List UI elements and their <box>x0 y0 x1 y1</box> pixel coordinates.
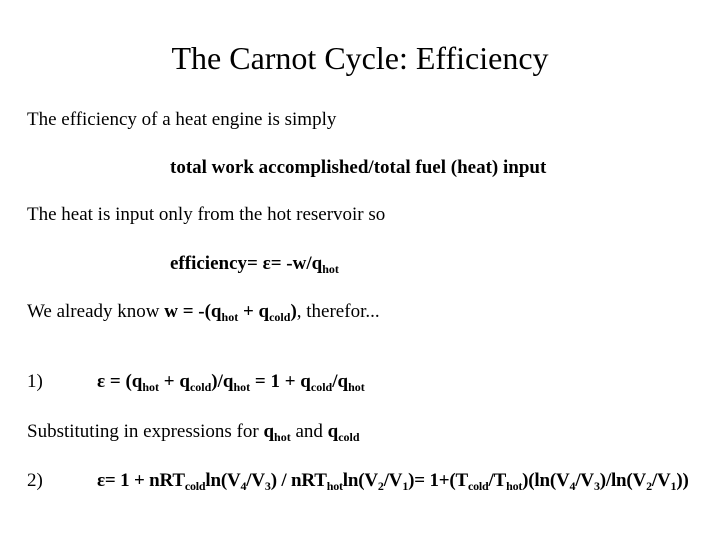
w-text1: We already know <box>27 301 165 322</box>
eq2-part-f: /V <box>383 470 403 491</box>
heat-input-text: The heat is input only from the hot reservoir so <box>27 204 386 225</box>
eq2-part-j: /V <box>575 470 594 491</box>
eq1-part-b: + q <box>159 371 190 392</box>
subst-text: Substituting in expressions for <box>27 421 264 442</box>
eq2-label: 2) <box>27 470 43 491</box>
eq1-sub5: hot <box>348 380 365 394</box>
eq2-part-e: ln(V <box>342 470 378 491</box>
eq2-part-l: /V <box>651 470 671 491</box>
eq2-part-k: )/ln(V <box>599 470 647 491</box>
eq1-part-e: /q <box>332 371 349 392</box>
eq1-part-d: = 1 + q <box>250 371 311 392</box>
eq2-part-i: )(ln(V <box>522 470 570 491</box>
slide-title: The Carnot Cycle: Efficiency <box>171 40 549 76</box>
eq1-sub2: cold <box>189 380 212 394</box>
eq1-equation <box>97 370 365 394</box>
w-sub-cold: cold <box>269 310 291 324</box>
subst-sub-cold: cold <box>338 430 360 444</box>
eq2-part-h: /T <box>488 470 507 491</box>
eq2-part-d: ) / nRT <box>270 470 327 491</box>
w-equation <box>164 301 297 322</box>
eq2-sub7: cold <box>467 479 489 493</box>
eq1-part-a: = (q <box>105 371 143 392</box>
eq2-part-m: )) <box>676 470 689 491</box>
eff-sub-hot: hot <box>322 262 339 276</box>
efficiency-definition <box>170 252 339 276</box>
eq2-epsilon: ε <box>97 470 105 491</box>
eq2-sub12: 1 <box>670 479 677 493</box>
eq1-sub4: cold <box>310 380 333 394</box>
eq1-sub3: hot <box>233 380 251 394</box>
subst-and: and <box>290 421 328 442</box>
eff-mid: = -w/q <box>270 253 323 274</box>
w-text2: , therefor... <box>296 301 380 322</box>
eq1-epsilon: ε <box>97 371 106 392</box>
definition-text: total work accomplished/total fuel (heat) input <box>170 157 547 178</box>
eq2-sub8: hot <box>506 479 523 493</box>
w-known-line <box>27 300 380 324</box>
eq1-sub1: hot <box>142 380 160 394</box>
intro-text: The efficiency of a heat engine is simply <box>27 109 337 130</box>
eq2-sub1: cold <box>184 479 206 493</box>
subst-q-hot: q <box>263 421 275 442</box>
w-eq-start: w = -(q <box>164 301 222 322</box>
w-close: ) <box>290 301 297 322</box>
eq2-part-b: ln(V <box>205 470 241 491</box>
eq2-sub9: 4 <box>569 479 576 493</box>
eq2-part-c: /V <box>246 470 265 491</box>
eq2-equation <box>97 469 689 493</box>
eff-prefix: efficiency= <box>170 253 263 274</box>
subst-q-cold: q <box>327 421 339 442</box>
eq2-part-g: )= 1+(T <box>408 470 468 491</box>
eq1-part-c: )/q <box>211 371 234 392</box>
eq1-label: 1) <box>27 371 43 392</box>
eq2-sub3: 3 <box>264 479 271 493</box>
eq2-sub6: 1 <box>402 479 409 493</box>
eq2-part-a: = 1 + nRT <box>104 470 185 491</box>
substitution-line <box>27 420 360 444</box>
w-sub-hot: hot <box>221 310 239 324</box>
eq2-sub5: 2 <box>377 479 384 493</box>
eq2-sub11: 2 <box>646 479 652 493</box>
w-plus: + q <box>238 301 270 322</box>
eq2-sub2: 4 <box>240 479 247 493</box>
eq2-sub4: hot <box>326 479 343 493</box>
subst-sub-hot: hot <box>274 430 291 444</box>
eq2-sub10: 3 <box>593 479 600 493</box>
epsilon-symbol: ε <box>262 253 271 274</box>
